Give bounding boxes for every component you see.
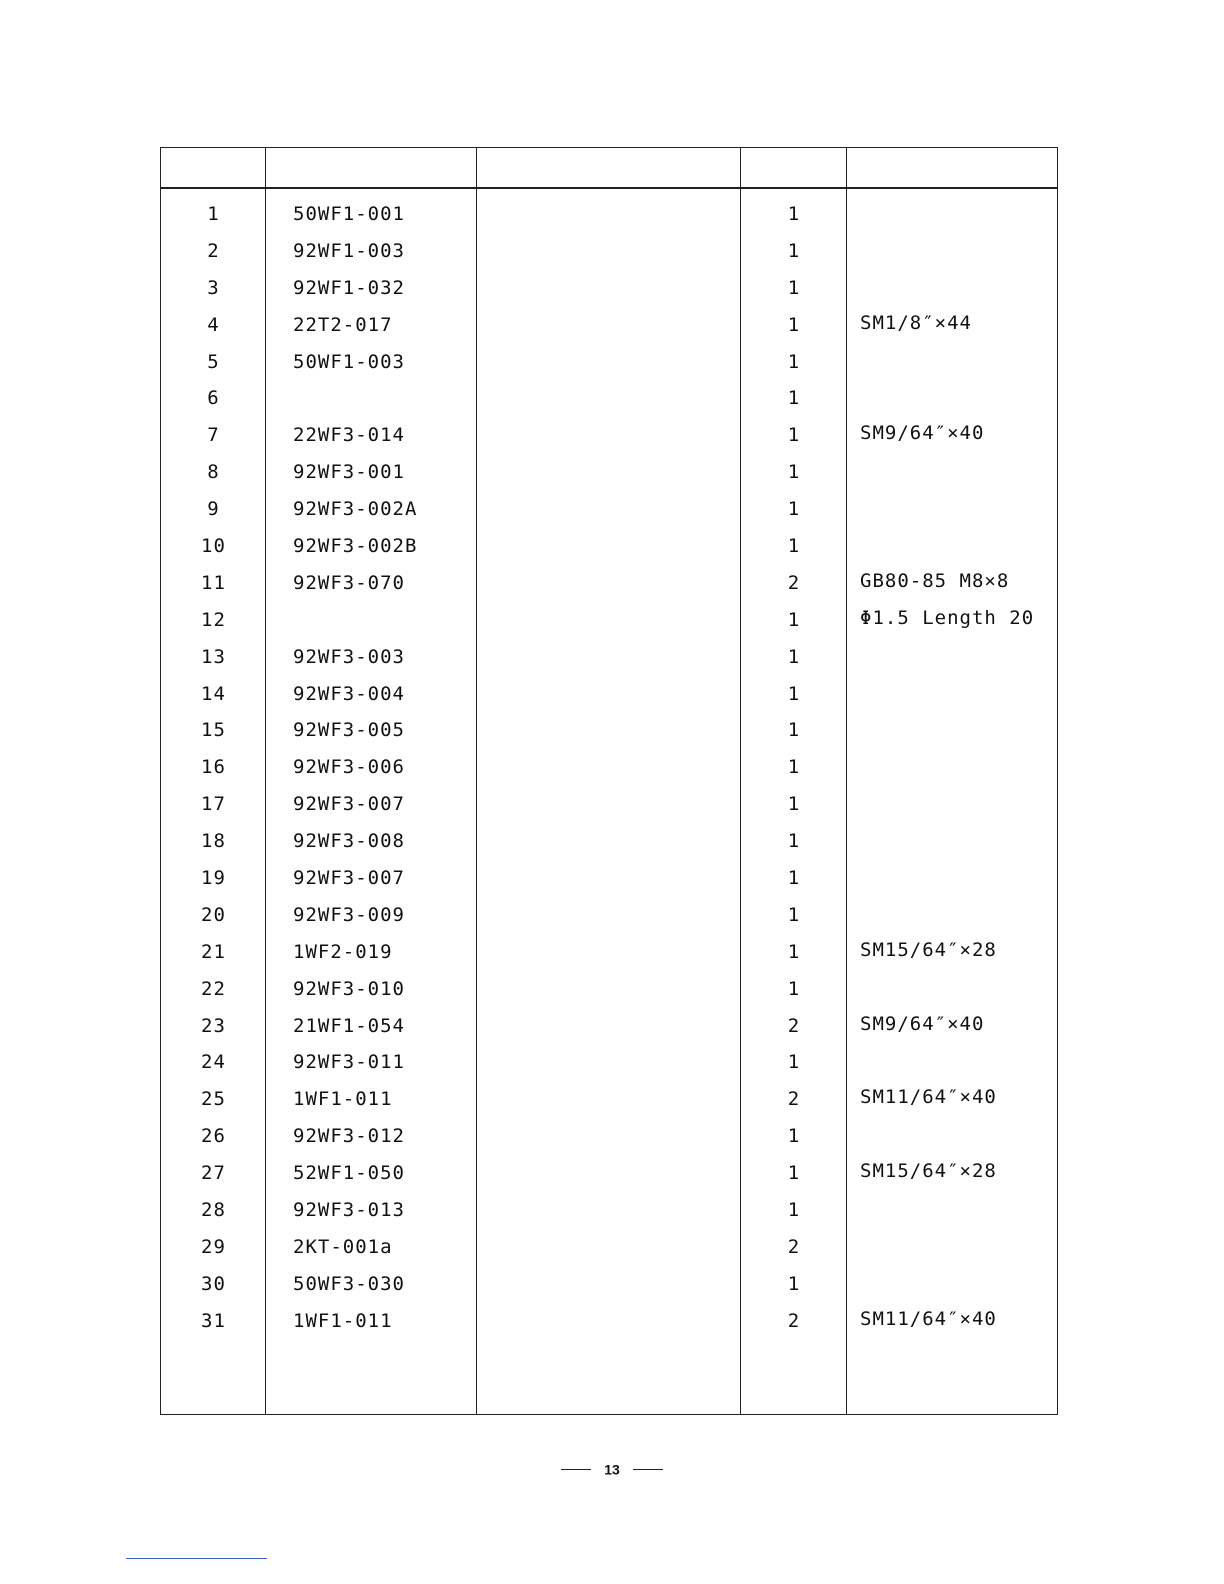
part-number: 92WF3-008 (293, 830, 405, 853)
table-row (161, 417, 1057, 454)
quantity: 1 (787, 1272, 801, 1295)
table-row (161, 1044, 1057, 1081)
footer-dash-left (561, 1469, 591, 1470)
table-row (161, 639, 1057, 676)
quantity: 1 (787, 830, 801, 853)
quantity: 1 (787, 977, 801, 1000)
quantity: 1 (787, 903, 801, 926)
quantity: 1 (787, 756, 801, 779)
footer-dash-right (633, 1469, 663, 1470)
part-number: 1WF2-019 (293, 940, 393, 963)
quantity: 1 (787, 461, 801, 484)
item-number: 26 (201, 1125, 226, 1148)
table-row (161, 491, 1057, 528)
part-number: 1WF1-011 (293, 1309, 393, 1332)
item-number: 30 (201, 1272, 226, 1295)
quantity: 1 (787, 276, 801, 299)
quantity: 2 (787, 1014, 801, 1037)
quantity: 1 (787, 239, 801, 262)
item-number: 25 (201, 1088, 226, 1111)
quantity: 2 (787, 571, 801, 594)
table-row (161, 233, 1057, 270)
item-number: 15 (201, 719, 226, 742)
item-number: 21 (201, 940, 226, 963)
quantity: 1 (787, 719, 801, 742)
part-number: 22T2-017 (293, 313, 393, 336)
item-number: 11 (201, 571, 226, 594)
part-number: 92WF3-070 (293, 571, 405, 594)
table-row (161, 676, 1057, 713)
part-number: 22WF3-014 (293, 424, 405, 447)
remark: SM9/64″×40 (860, 1012, 985, 1035)
table-header-row (161, 148, 1057, 189)
part-number: 1WF1-011 (293, 1088, 393, 1111)
quantity: 1 (787, 1125, 801, 1148)
part-number: 92WF3-004 (293, 682, 405, 705)
item-number: 3 (207, 276, 220, 299)
part-number: 92WF3-011 (293, 1051, 405, 1074)
part-number: 92WF1-032 (293, 276, 405, 299)
quantity: 1 (787, 535, 801, 558)
page-footer (0, 1459, 1224, 1483)
item-number: 31 (201, 1309, 226, 1332)
quantity: 2 (787, 1309, 801, 1332)
remark: SM11/64″×40 (860, 1086, 997, 1109)
table-row (161, 270, 1057, 307)
quantity: 1 (787, 350, 801, 373)
part-number: 2KT-001a (293, 1235, 393, 1258)
item-number: 9 (207, 498, 220, 521)
parts-table (160, 147, 1058, 1415)
quantity: 1 (787, 682, 801, 705)
item-number: 12 (201, 608, 226, 631)
part-number: 92WF3-005 (293, 719, 405, 742)
item-number: 4 (207, 313, 220, 336)
part-number: 50WF1-003 (293, 350, 405, 373)
table-row (161, 344, 1057, 381)
item-number: 2 (207, 239, 220, 262)
part-number: 92WF3-009 (293, 903, 405, 926)
part-number: 92WF3-003 (293, 645, 405, 668)
part-number: 92WF3-002A (293, 498, 418, 521)
part-number: 92WF3-006 (293, 756, 405, 779)
part-number: 92WF3-007 (293, 793, 405, 816)
part-number: 92WF3-013 (293, 1199, 405, 1222)
part-number: 92WF1-003 (293, 239, 405, 262)
page-number: 13 (604, 1461, 620, 1478)
item-number: 22 (201, 977, 226, 1000)
item-number: 23 (201, 1014, 226, 1037)
remark: SM15/64″×28 (860, 1160, 997, 1183)
quantity: 1 (787, 1051, 801, 1074)
remark: Φ1.5 Length 20 (860, 606, 1035, 629)
item-number: 6 (207, 387, 220, 410)
part-number: 92WF3-002B (293, 535, 418, 558)
table-row (161, 1266, 1057, 1303)
item-number: 19 (201, 867, 226, 890)
part-number: 21WF1-054 (293, 1014, 405, 1037)
item-number: 5 (207, 350, 220, 373)
table-row (161, 712, 1057, 749)
part-number: 92WF3-012 (293, 1125, 405, 1148)
quantity: 2 (787, 1235, 801, 1258)
table-body (161, 196, 1057, 1340)
item-number: 13 (201, 645, 226, 668)
table-row (161, 1081, 1057, 1118)
part-number: 92WF3-007 (293, 867, 405, 890)
quantity: 1 (787, 424, 801, 447)
part-number: 92WF3-010 (293, 977, 405, 1000)
table-row (161, 1118, 1057, 1155)
table-row (161, 602, 1057, 639)
quantity: 1 (787, 203, 801, 225)
table-row (161, 934, 1057, 971)
item-number: 1 (207, 203, 220, 225)
table-row (161, 1229, 1057, 1266)
item-number: 29 (201, 1235, 226, 1258)
table-row (161, 897, 1057, 934)
table-row (161, 454, 1057, 491)
part-number: 50WF3-030 (293, 1272, 405, 1295)
quantity: 1 (787, 1162, 801, 1185)
part-number: 50WF1-001 (293, 203, 405, 225)
table-row (161, 1008, 1057, 1045)
quantity: 1 (787, 608, 801, 631)
item-number: 18 (201, 830, 226, 853)
item-number: 16 (201, 756, 226, 779)
table-row (161, 749, 1057, 786)
quantity: 2 (787, 1088, 801, 1111)
table-row (161, 565, 1057, 602)
remark: SM15/64″×28 (860, 938, 997, 961)
quantity: 1 (787, 498, 801, 521)
table-row (161, 823, 1057, 860)
table-row (161, 196, 1057, 233)
table-row (161, 380, 1057, 417)
quantity: 1 (787, 1199, 801, 1222)
part-number: 92WF3-001 (293, 461, 405, 484)
table-row (161, 860, 1057, 897)
item-number: 24 (201, 1051, 226, 1074)
footnote-separator (126, 1558, 267, 1559)
table-row (161, 1303, 1057, 1340)
table-row (161, 971, 1057, 1008)
quantity: 1 (787, 793, 801, 816)
remark: GB80-85 M8×8 (860, 569, 1010, 592)
item-number: 14 (201, 682, 226, 705)
table-row (161, 1192, 1057, 1229)
item-number: 20 (201, 903, 226, 926)
item-number: 28 (201, 1199, 226, 1222)
table-row (161, 307, 1057, 344)
item-number: 7 (207, 424, 220, 447)
remark: SM1/8″×44 (860, 311, 972, 334)
table-row (161, 528, 1057, 565)
quantity: 1 (787, 313, 801, 336)
item-number: 27 (201, 1162, 226, 1185)
remark: SM9/64″×40 (860, 422, 985, 445)
table-row (161, 786, 1057, 823)
part-number: 52WF1-050 (293, 1162, 405, 1185)
item-number: 10 (201, 535, 226, 558)
item-number: 8 (207, 461, 220, 484)
quantity: 1 (787, 940, 801, 963)
table-row (161, 1155, 1057, 1192)
quantity: 1 (787, 867, 801, 890)
remark: SM11/64″×40 (860, 1307, 997, 1330)
item-number: 17 (201, 793, 226, 816)
quantity: 1 (787, 387, 801, 410)
quantity: 1 (787, 645, 801, 668)
